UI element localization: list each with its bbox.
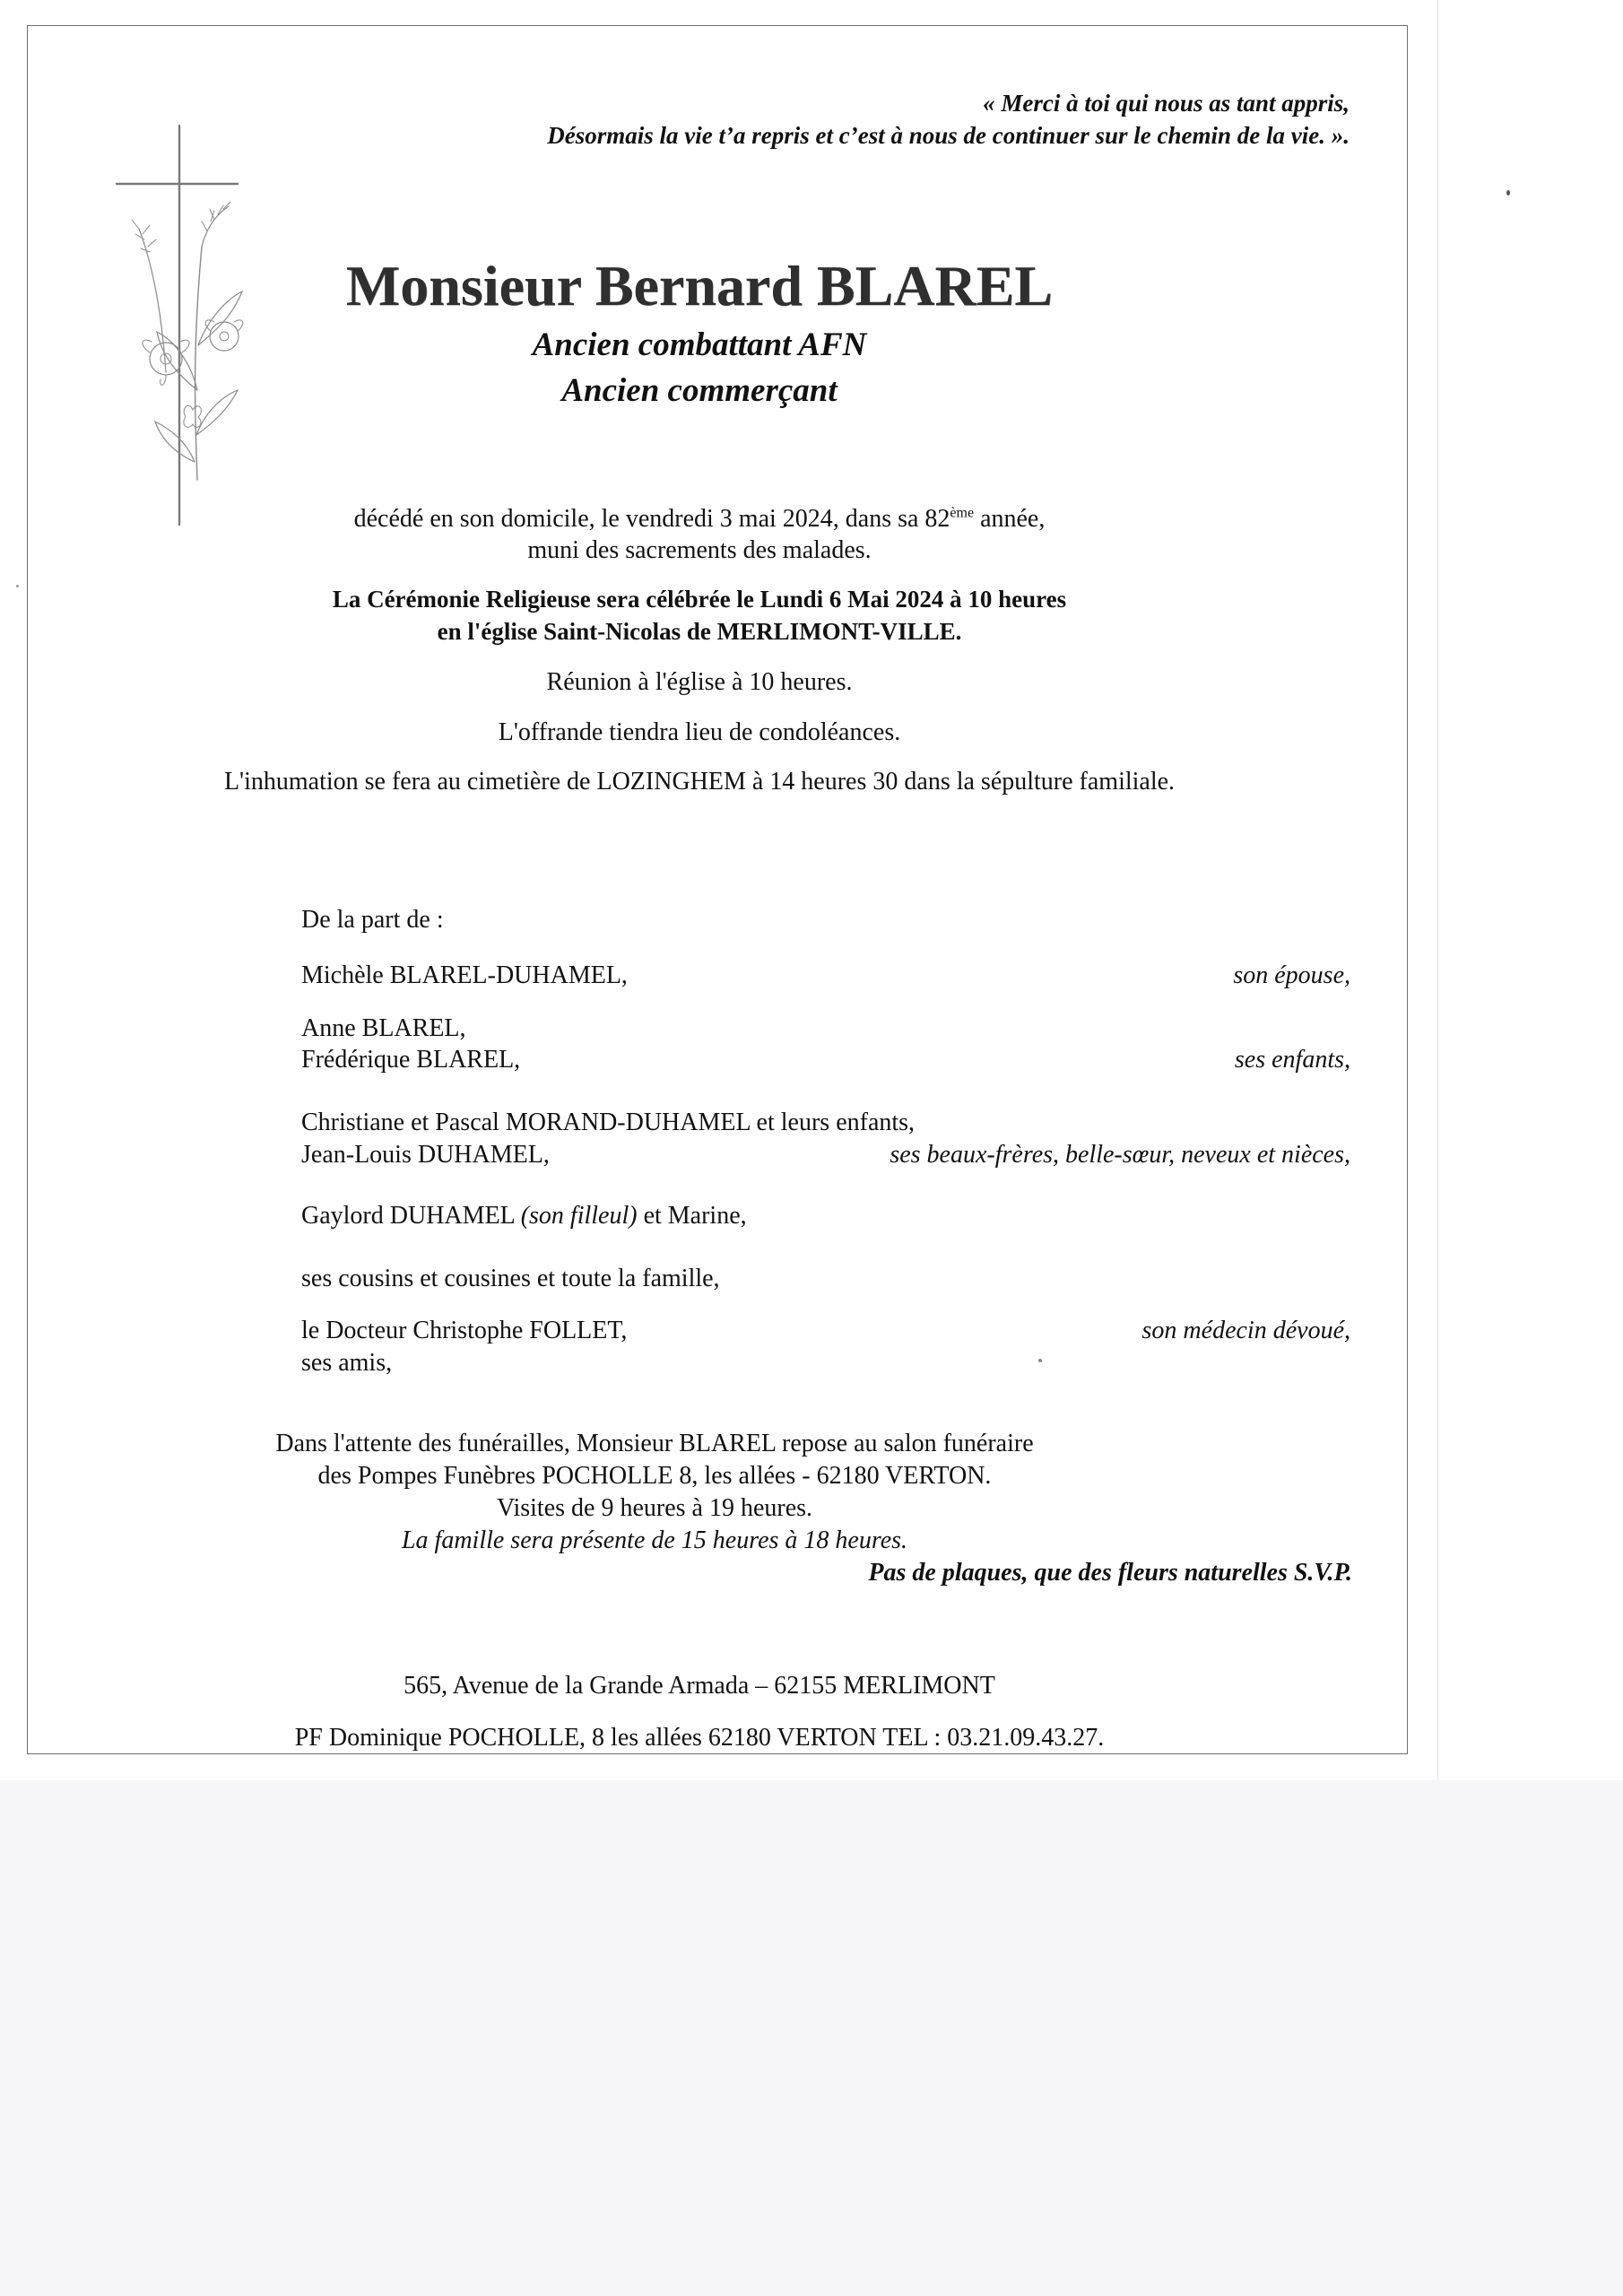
family-member-name: Anne BLAREL, bbox=[301, 1014, 466, 1042]
family-intro-label: De la part de : bbox=[301, 906, 444, 934]
deceased-name: Monsieur Bernard BLAREL bbox=[345, 254, 1054, 317]
family-member-name: ses amis, bbox=[301, 1349, 393, 1377]
scan-speck bbox=[1038, 1359, 1042, 1362]
wake-line-4: La famille sera présente de 15 heures à 18 heures. bbox=[401, 1526, 908, 1554]
wake-line-2: des Pompes Funèbres POCHOLLE 8, les allées - 62180 VERTON. bbox=[317, 1462, 992, 1490]
ceremony-line-2: en l'église Saint-Nicolas de MERLIMONT-VILLE. bbox=[437, 618, 962, 645]
wake-line-1: Dans l'attente des funérailles, Monsieur BLAREL repose au salon funéraire bbox=[275, 1430, 1034, 1457]
family-member-name: ses cousins et cousines et toute la famille, bbox=[301, 1265, 720, 1292]
family-member-role: ses enfants, bbox=[1234, 1046, 1350, 1074]
scan-background bbox=[0, 1780, 1623, 2296]
ceremony-line-1: La Cérémonie Religieuse sera célébrée le Lundi 6 Mai 2024 à 10 heures bbox=[332, 586, 1067, 613]
family-member-name: Frédérique BLAREL, bbox=[301, 1046, 521, 1074]
page-edge-line bbox=[1437, 0, 1438, 1780]
scan-speck bbox=[1506, 190, 1510, 196]
offering-line: L'offrande tiendra lieu de condoléances. bbox=[498, 718, 901, 746]
family-member-role: son médecin dévoué, bbox=[1141, 1317, 1350, 1344]
godson-name: Gaylord DUHAMEL bbox=[301, 1202, 521, 1230]
burial-line: L'inhumation se fera au cimetière de LOZINGHEM à 14 heures 30 dans la sépulture familiale. bbox=[223, 768, 1176, 796]
family-member-role: son épouse, bbox=[1233, 961, 1350, 989]
family-member-name: Christiane et Pascal MORAND-DUHAMEL et leurs enfants, bbox=[301, 1109, 916, 1136]
family-member-name bbox=[301, 1202, 747, 1231]
no-plaques-line: Pas de plaques, que des fleurs naturelles S.V.P. bbox=[868, 1559, 1352, 1587]
family-member-name: Michèle BLAREL-DUHAMEL, bbox=[301, 961, 628, 989]
reunion-line: Réunion à l'église à 10 heures. bbox=[546, 668, 853, 696]
deceased-title-1: Ancien combattant AFN bbox=[532, 326, 867, 363]
death-text-before: décédé en son domicile, le vendredi 3 mai 2024, dans sa 82 bbox=[353, 505, 950, 533]
death-text-after: année, bbox=[974, 505, 1046, 533]
cross-with-flowers-icon bbox=[112, 121, 273, 534]
godson-partner: et Marine, bbox=[637, 1202, 747, 1230]
family-member-role: ses beaux-frères, belle-sœur, neveux et nièces, bbox=[890, 1141, 1350, 1169]
quote-line-1: « Merci à toi qui nous as tant appris, bbox=[983, 90, 1350, 117]
footer-funeral-home: PF Dominique POCHOLLE, 8 les allées 62180 VERTON TEL : 03.21.09.43.27. bbox=[294, 1724, 1105, 1752]
wake-line-3: Visites de 9 heures à 19 heures. bbox=[496, 1494, 813, 1522]
death-notice-line-1 bbox=[269, 505, 1130, 534]
godson-relation: (son filleul) bbox=[520, 1202, 638, 1230]
family-member-name: Jean-Louis DUHAMEL, bbox=[301, 1141, 550, 1169]
family-member-name: le Docteur Christophe FOLLET, bbox=[301, 1317, 628, 1344]
death-notice-line-2: muni des sacrements des malades. bbox=[527, 536, 872, 564]
quote-line-2: Désormais la vie t’a repris et c’est à nous de continuer sur le chemin de la vie. ». bbox=[547, 122, 1350, 149]
death-text-superscript: ème bbox=[950, 505, 975, 521]
deceased-title-2: Ancien commerçant bbox=[561, 372, 838, 409]
footer-address: 565, Avenue de la Grande Armada – 62155 MERLIMONT bbox=[404, 1672, 995, 1700]
scan-speck bbox=[16, 585, 19, 587]
